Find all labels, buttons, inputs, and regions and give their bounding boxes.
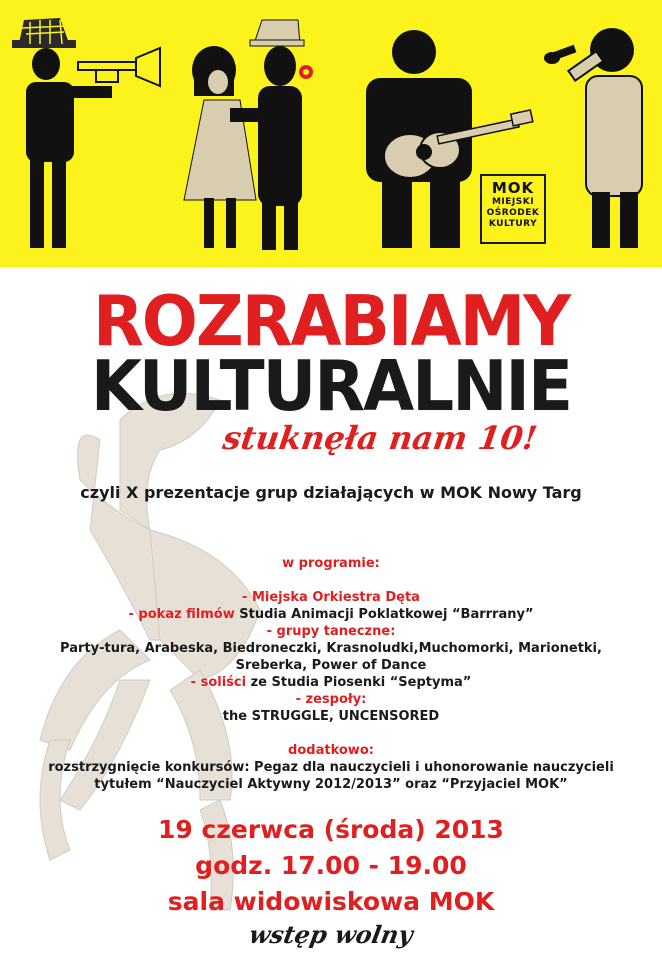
program-item-dance-line-1: Party-tura, Arabeska, Biedroneczki, Krasnoludki,Muchomorki, Marionetki,: [60, 641, 602, 656]
program-item-dance-line-2: Sreberka, Power of Dance: [235, 658, 427, 673]
title-line-1: ROZRABIAMY: [92, 281, 570, 362]
logo-line-2: OŚRODEK: [486, 208, 540, 218]
subtitle: czyli X prezentacje grup działających w MOK Nowy Targ: [80, 483, 582, 502]
program-item-bands-text: the STRUGGLE, UNCENSORED: [222, 709, 440, 724]
program-item-films: [20, 606, 642, 623]
dancing-couple-figure: [184, 20, 313, 250]
trumpet-player-figure: [12, 18, 160, 248]
logo-mok-text: MOK: [491, 179, 535, 197]
event-time: godz. 17.00 - 19.00: [195, 851, 467, 880]
extra-heading: dodatkowo:: [288, 743, 374, 758]
logo-line-3: KULTURY: [488, 219, 538, 229]
mok-logo: [480, 174, 546, 244]
logo-line-1: MIEJSKI: [491, 197, 535, 207]
event-venue: sala widowiskowa MOK: [167, 887, 495, 916]
program-item-films-label: - pokaz filmów: [128, 607, 235, 622]
singer-figure: [544, 28, 642, 248]
anniversary-script: stuknęła nam 10!: [220, 419, 540, 457]
extra-line-1: rozstrzygnięcie konkursów: Pegaz dla nauczycieli i uhonorowanie nauczycieli: [48, 760, 614, 775]
program-item-soloists-label: - soliści: [190, 675, 247, 690]
event-date: 19 czerwca (środa) 2013: [158, 815, 504, 844]
program-item-soloists: [20, 674, 642, 691]
free-entry-note: wstęp wolny: [247, 920, 416, 949]
program-item-bands-label: - zespoły:: [295, 692, 367, 707]
title-line-2: KULTURALNIE: [90, 346, 572, 427]
program-item-orchestra: - Miejska Orkiestra Dęta: [242, 590, 420, 605]
musicians-illustration: [0, 0, 662, 267]
event-details: [0, 812, 662, 920]
banner: [0, 0, 662, 267]
program-heading: w programie:: [282, 556, 380, 571]
program-section: [20, 555, 642, 793]
extra-line-2: tytułem “Nauczyciel Aktywny 2012/2013” oraz “Przyjaciel MOK”: [94, 777, 568, 792]
program-item-dance-label: - grupy taneczne:: [266, 624, 396, 639]
program-item-soloists-text: ze Studia Piosenki “Septyma”: [246, 675, 472, 690]
program-item-films-text: Studia Animacji Poklatkowej “Barrrany”: [234, 607, 534, 622]
